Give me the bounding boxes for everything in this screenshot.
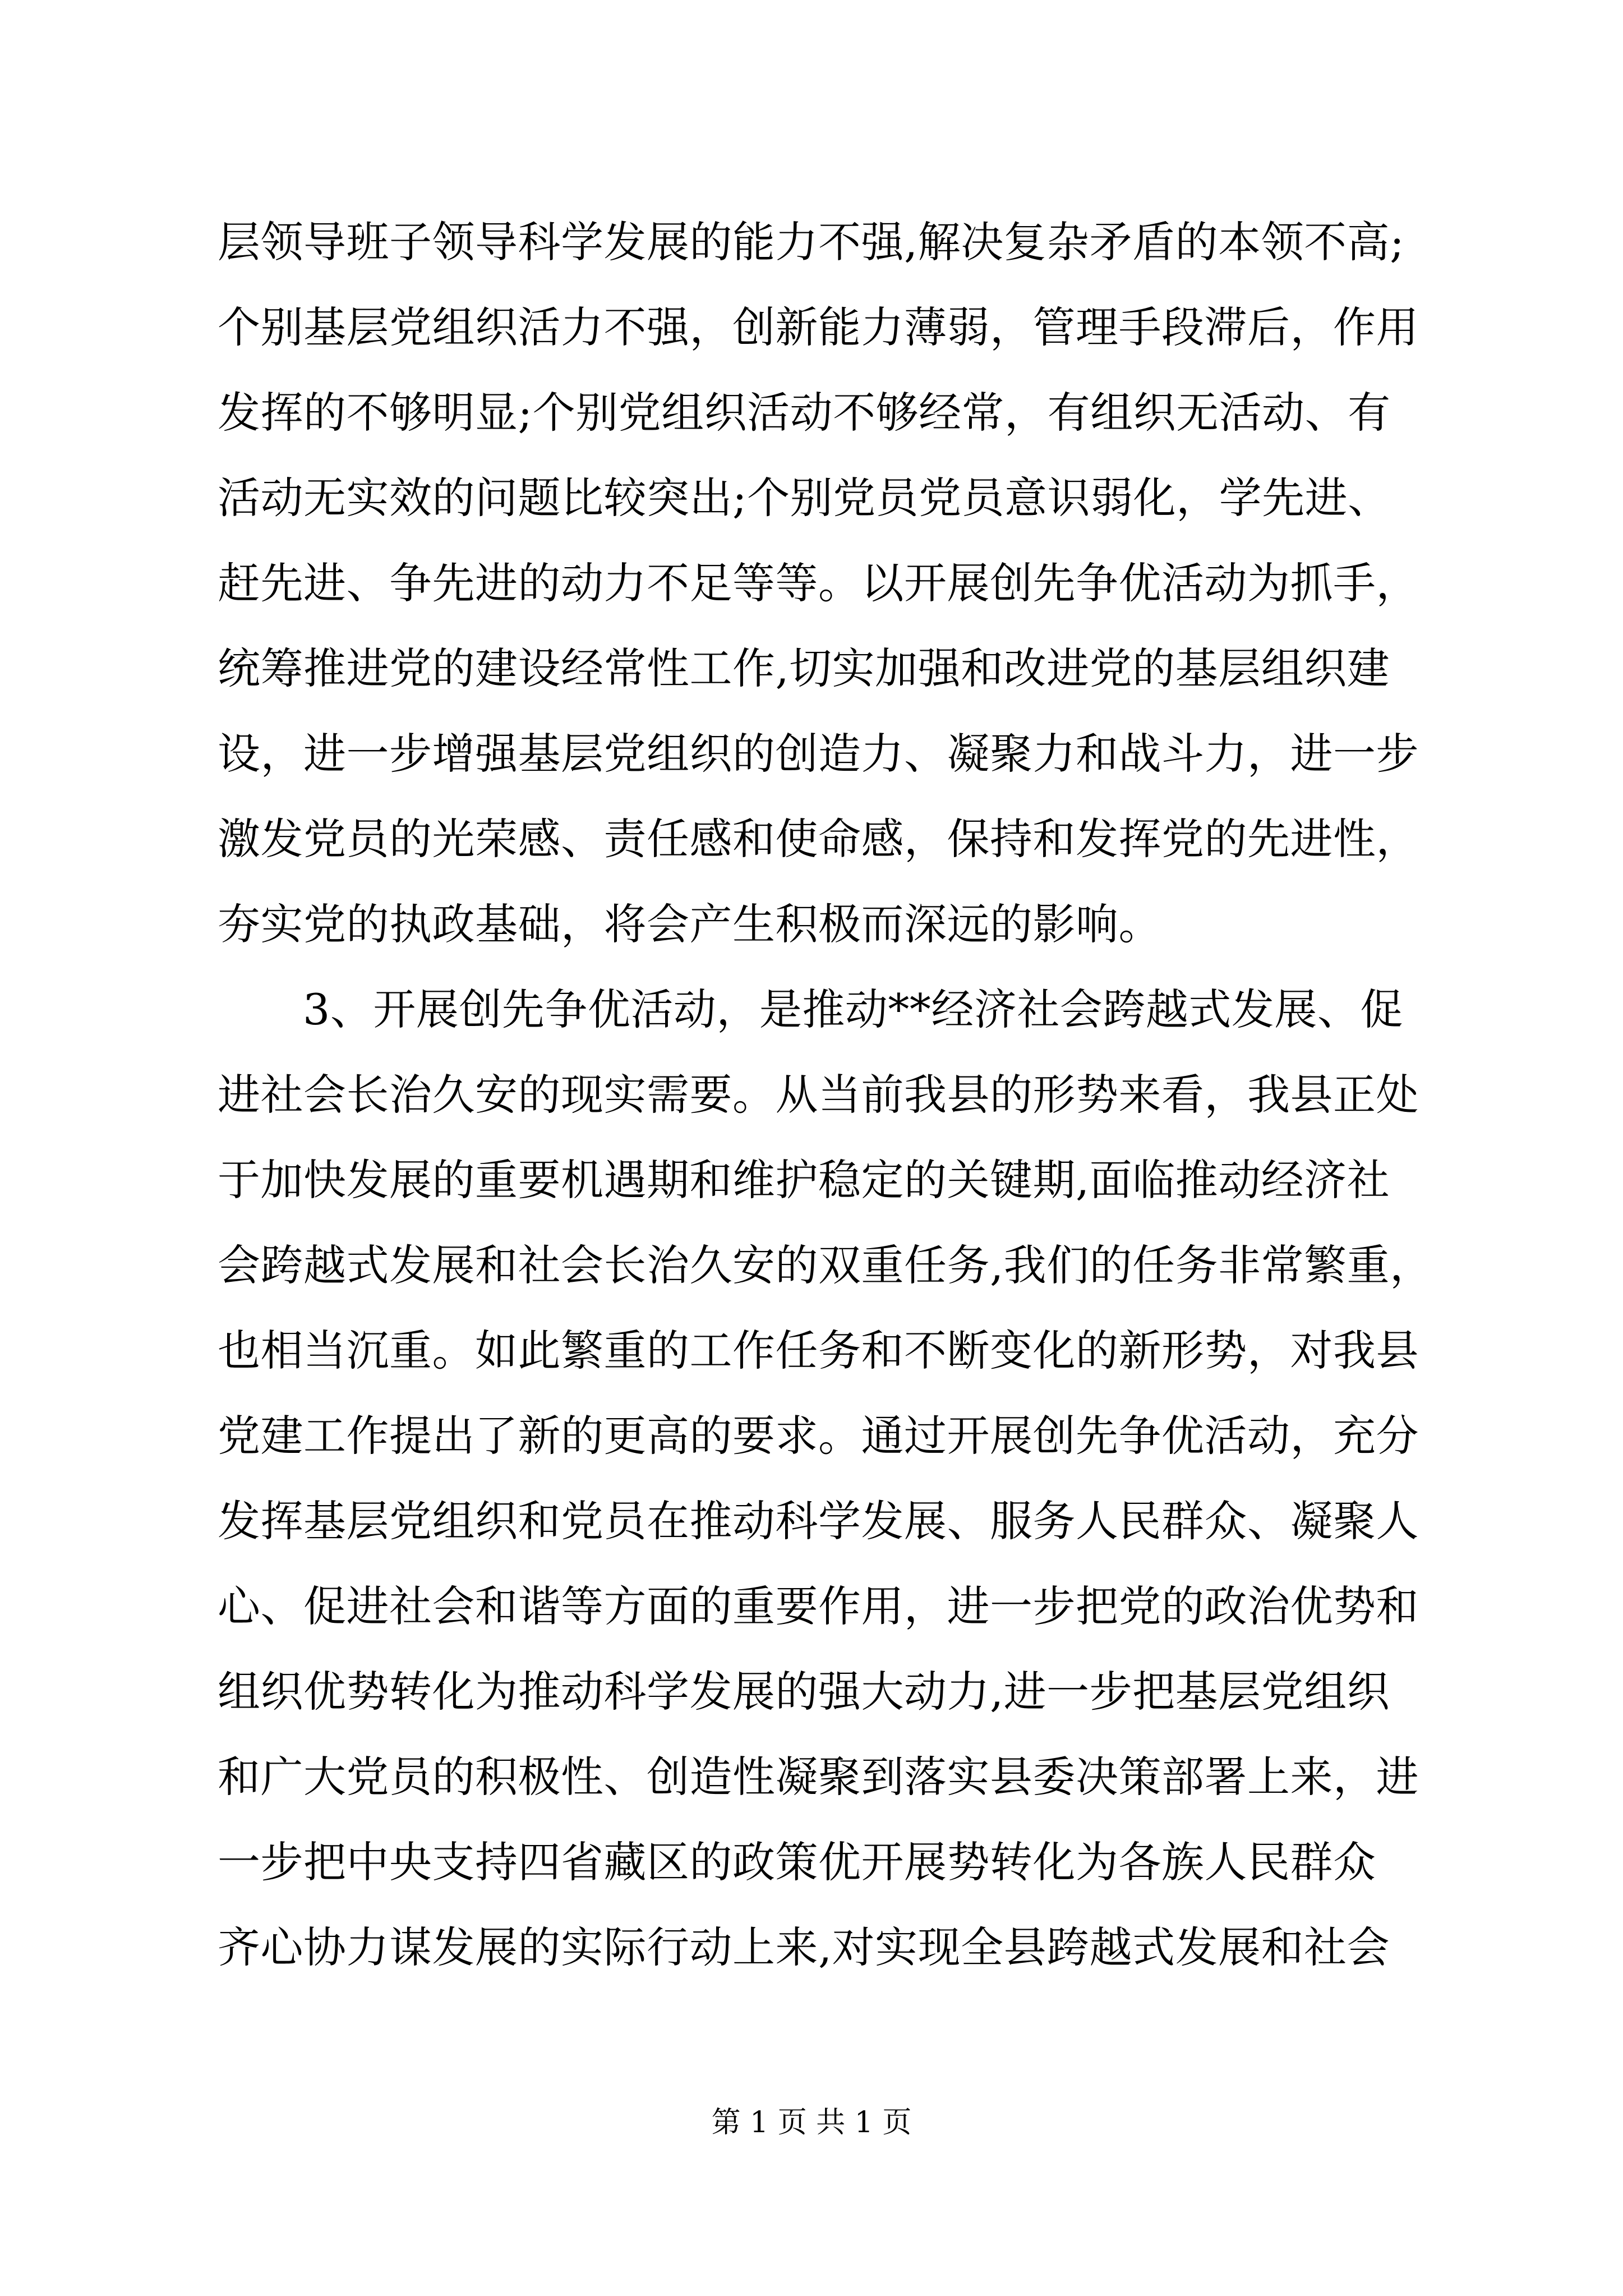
text-line: 个别基层党组织活力不强，创新能力薄弱，管理手段滞后，作用	[218, 302, 1419, 352]
page-footer: 第 1 页 共 1 页	[711, 2106, 912, 2139]
paragraph-start-line: 3、开展创先争优活动，是推动**经济社会跨越式发展、促	[303, 984, 1403, 1034]
text-line: 齐心协力谋发展的实际行动上来,对实现全县跨越式发展和社会	[218, 1922, 1390, 1972]
body-text	[218, 200, 1433, 1990]
text-line: 心、促进社会和谐等方面的重要作用，进一步把党的政治优势和	[218, 1581, 1419, 1631]
text-line: 层领导班子领导科学发展的能力不强,解决复杂矛盾的本领不高;	[218, 217, 1405, 267]
text-line: 统筹推进党的建设经常性工作,切实加强和改进党的基层组织建	[218, 643, 1390, 693]
text-line: 激发党员的光荣感、责任感和使命感，保持和发挥党的先进性，	[218, 814, 1419, 864]
text-line: 也相当沉重。如此繁重的工作任务和不断变化的新形势，对我县	[218, 1326, 1419, 1375]
text-line: 夯实党的执政基础，将会产生积极而深远的影响。	[218, 899, 1161, 949]
text-line: 党建工作提出了新的更高的要求。通过开展创先争优活动，充分	[218, 1411, 1419, 1461]
text-line: 发挥的不够明显;个别党组织活动不够经常，有组织无活动、有	[218, 388, 1391, 438]
text-line: 一步把中央支持四省藏区的政策优开展势转化为各族人民群众	[218, 1837, 1376, 1887]
text-line: 会跨越式发展和社会长治久安的双重任务,我们的任务非常繁重，	[218, 1240, 1433, 1290]
text-line: 赶先进、争先进的动力不足等等。以开展创先争优活动为抓手，	[218, 558, 1419, 608]
text-line: 进社会长治久安的现实需要。从当前我县的形势来看，我县正处	[218, 1070, 1419, 1120]
text-line: 发挥基层党组织和党员在推动科学发展、服务人民群众、凝聚人	[218, 1496, 1419, 1546]
text-line: 和广大党员的积极性、创造性凝聚到落实县委决策部署上来，进	[218, 1752, 1419, 1802]
text-line: 设，进一步增强基层党组织的创造力、凝聚力和战斗力，进一步	[218, 729, 1419, 779]
text-line: 于加快发展的重要机遇期和维护稳定的关键期,面临推动经济社	[218, 1155, 1390, 1205]
text-line: 组织优势转化为推动科学发展的强大动力,进一步把基层党组织	[218, 1667, 1390, 1717]
text-line: 活动无实效的问题比较突出;个别党员党员意识弱化，学先进、	[218, 473, 1391, 523]
